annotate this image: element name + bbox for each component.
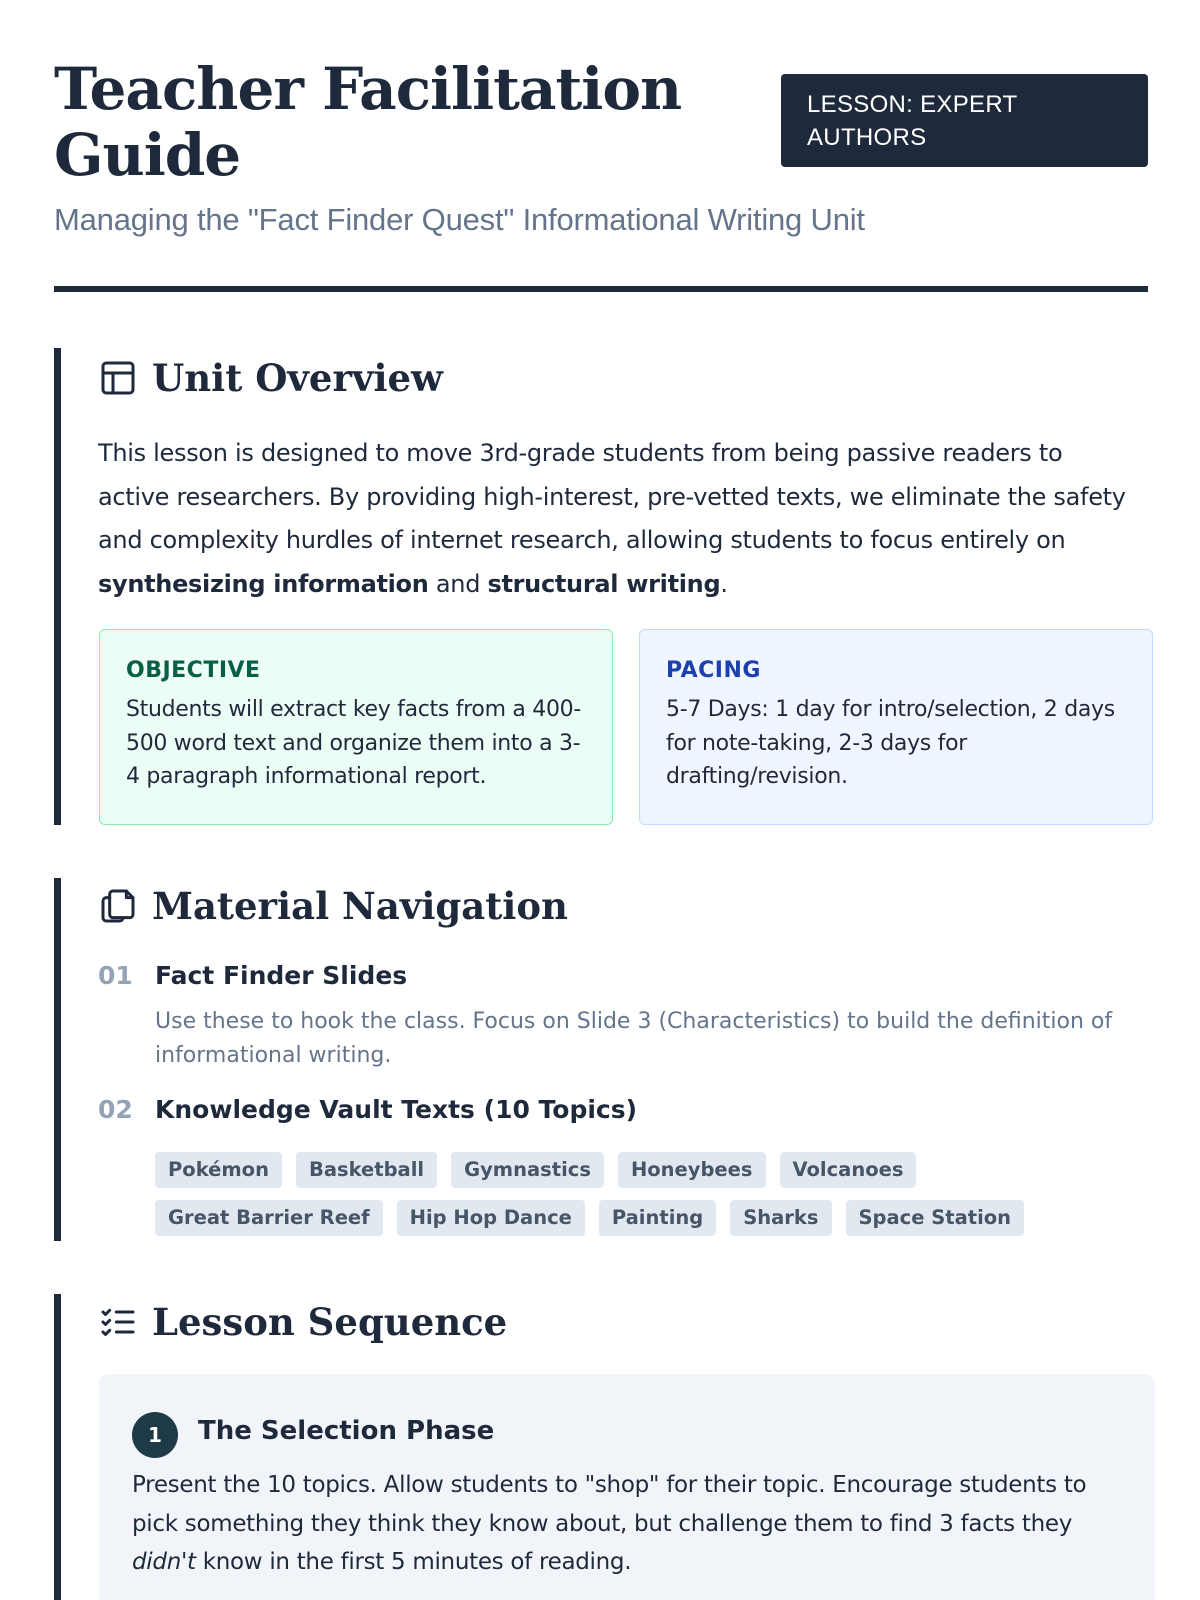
topic-tag: Basketball xyxy=(296,1152,437,1188)
page-subtitle: Managing the "Fact Finder Quest" Informational Writing Unit xyxy=(54,202,865,237)
copy-icon xyxy=(98,886,138,926)
section-header xyxy=(98,884,568,928)
nav-item-description: Use these to hook the class. Focus on Slide 3 (Characteristics) to build the definition of informational writing. xyxy=(155,1009,1113,1068)
topic-tag: Volcanoes xyxy=(780,1152,917,1188)
topic-tag: Pokémon xyxy=(155,1152,282,1188)
material-navigation-section xyxy=(54,878,1148,1241)
pacing-card xyxy=(639,629,1153,825)
topic-tag: Hip Hop Dance xyxy=(397,1200,585,1236)
lesson-sequence-section xyxy=(54,1294,1148,1600)
pacing-label: PACING xyxy=(666,658,761,683)
nav-item-title: Fact Finder Slides xyxy=(155,961,408,990)
nav-item-number: 02 xyxy=(98,1095,133,1124)
guide-page xyxy=(54,0,1148,1575)
section-title: Material Navigation xyxy=(152,884,568,928)
topic-tag: Gymnastics xyxy=(451,1152,604,1188)
pacing-text: 5-7 Days: 1 day for intro/selection, 2 days for note-taking, 2-3 days for drafting/revision. xyxy=(666,697,1115,789)
overview-paragraph: This lesson is designed to move 3rd-grade students from being passive readers to active researchers. By providing high-interest, pre-vetted texts, we eliminate the safety and complexity hurdles of internet research, allowing students to focus entirely on synthesizing information and structural writing. xyxy=(98,439,1126,598)
topic-tag-list xyxy=(155,1152,1135,1236)
topic-tag: Sharks xyxy=(730,1200,831,1236)
nav-item-title: Knowledge Vault Texts (10 Topics) xyxy=(155,1095,638,1124)
emphasis-structural: structural writing xyxy=(487,569,721,598)
checklist-icon xyxy=(98,1302,138,1342)
step-title: The Selection Phase xyxy=(198,1416,495,1446)
nav-item-texts xyxy=(98,1095,1138,1245)
section-header xyxy=(98,1300,507,1344)
emphasis-didnt: didn't xyxy=(132,1549,196,1575)
emphasis-synthesizing: synthesizing information xyxy=(98,569,429,598)
step-text: Present the 10 topics. Allow students to "shop" for their topic. Encourage students to pick something they think they know about, but challenge them to find 3 facts they didn't know in the first 5 minutes of reading. xyxy=(132,1472,1087,1575)
topic-tag: Painting xyxy=(599,1200,716,1236)
objective-card xyxy=(99,629,613,825)
nav-item-slides xyxy=(98,961,1138,1071)
nav-item-number: 01 xyxy=(98,961,133,990)
section-title: Unit Overview xyxy=(152,356,443,400)
unit-overview-section xyxy=(54,348,1148,825)
topic-tag: Space Station xyxy=(846,1200,1025,1236)
page-title: Teacher Facilitation Guide xyxy=(54,55,682,189)
header-divider xyxy=(54,286,1148,292)
objective-text: Students will extract key facts from a 400-500 word text and organize them into a 3-4 paragraph informational report. xyxy=(126,697,582,789)
topic-tag: Honeybees xyxy=(618,1152,766,1188)
step-number: 1 xyxy=(132,1412,178,1458)
objective-label: OBJECTIVE xyxy=(126,658,261,683)
topic-tag: Great Barrier Reef xyxy=(155,1200,383,1236)
lesson-badge: LESSON: EXPERT AUTHORS xyxy=(781,74,1148,167)
section-header xyxy=(98,356,443,400)
layout-icon xyxy=(98,358,138,398)
step-card xyxy=(99,1374,1155,1600)
page-header xyxy=(54,0,1148,294)
section-title: Lesson Sequence xyxy=(152,1300,508,1344)
